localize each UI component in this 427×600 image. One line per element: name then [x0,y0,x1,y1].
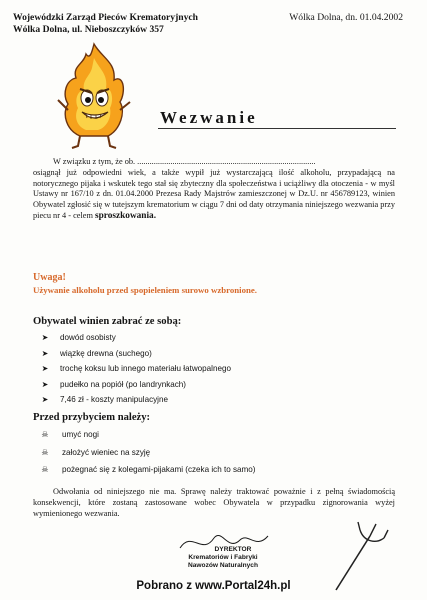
title-underline [158,128,396,129]
before-list [38,430,255,483]
flame-mascot-illustration [54,40,134,152]
document-title: Wezwanie [160,108,258,127]
before-section-title: Przed przybyciem należy: [33,412,151,423]
warning-text: Używanie alkoholu przed spopieleniem surowo wzbronione. [33,285,258,295]
list-item: ➤ trochę koksu lub innego materiału łatwopalnego [38,364,231,380]
list-item: ☠ założyć wieniec na szyję [38,448,255,466]
list-item: ☠ umyć nogi [38,430,255,448]
source-footer: Pobrano z www.Portal24h.pl [136,580,291,592]
signature-title: DYREKTOR [214,546,252,553]
skull-crossbones-icon: ☠ [41,447,49,457]
signature-block [188,546,258,570]
skull-crossbones-icon: ☠ [41,430,49,439]
list-item: ➤ dowód osobisty [38,333,231,349]
org-address: Wólka Dolna, ul. Nieboszczyków 357 [13,24,164,35]
closing-paragraph: Odwołania od niniejszego nie ma. Sprawę należy traktować poważnie i z pełną świadomością konsekwencji, które zostaną zastosowane wobec Obywatela w przypadku zignorowania wyżej wymienionego wezwania. [33,487,395,519]
place-date: Wólka Dolna, dn. 01.04.2002 [289,12,403,23]
org-name: Wojewódzki Zarząd Pieców Krematoryjnych [13,12,199,23]
list-item: ➤ pudełko na popiół (po landrynkach) [38,380,231,396]
body-bold-word: sproszkowania. [94,210,157,221]
list-item: ➤ wiązkę drewna (suchego) [38,349,231,365]
bring-list [38,333,231,411]
bullet-icon: ➤ [41,364,49,373]
skull-crossbones-icon: ☠ [41,465,49,474]
summons-body [33,157,395,222]
list-item: ☠ pożegnać się z kolegami-pijakami (czeka ich to samo) [38,465,255,483]
body-line-citizen: W związku z tym, że ob. ...................................................................................... [53,157,316,166]
warning-block [33,272,257,296]
bring-section-title: Obywatel winien zabrać ze sobą: [33,316,182,327]
bullet-icon: ➤ [41,333,49,342]
signature-line-2: Krematoriów i Fabryki [188,554,258,561]
sender-address [13,12,198,36]
list-item: ➤ 7,46 zł - koszty manipulacyjne [38,395,231,411]
body-paragraph: osiągnął już odpowiedni wiek, a także wypił już wystarczającą ilość alkoholu, przypadającą na notorycznego pijaka i wskutek tego stał się zbyteczny dla społeczeństwa i uciążliwy dla otoczenia - w myśl Ustawy nr 167/10 z dn. 01.04.2000 Prezesa Rady Majstrów zamieszczonej w Dz.U. nr 456789123, winien Obywatel zgłosić się w tutejszym krematorium w ciągu 7 dni od daty otrzymania niniejszego wezwania przy piecu nr 4 - celem [33,167,395,220]
bullet-icon: ➤ [41,395,49,404]
bullet-icon: ➤ [41,348,49,358]
signature-line-3: Nawozów Naturalnych [188,562,258,569]
bullet-icon: ➤ [41,379,49,389]
warning-title: Uwaga! [33,272,66,283]
